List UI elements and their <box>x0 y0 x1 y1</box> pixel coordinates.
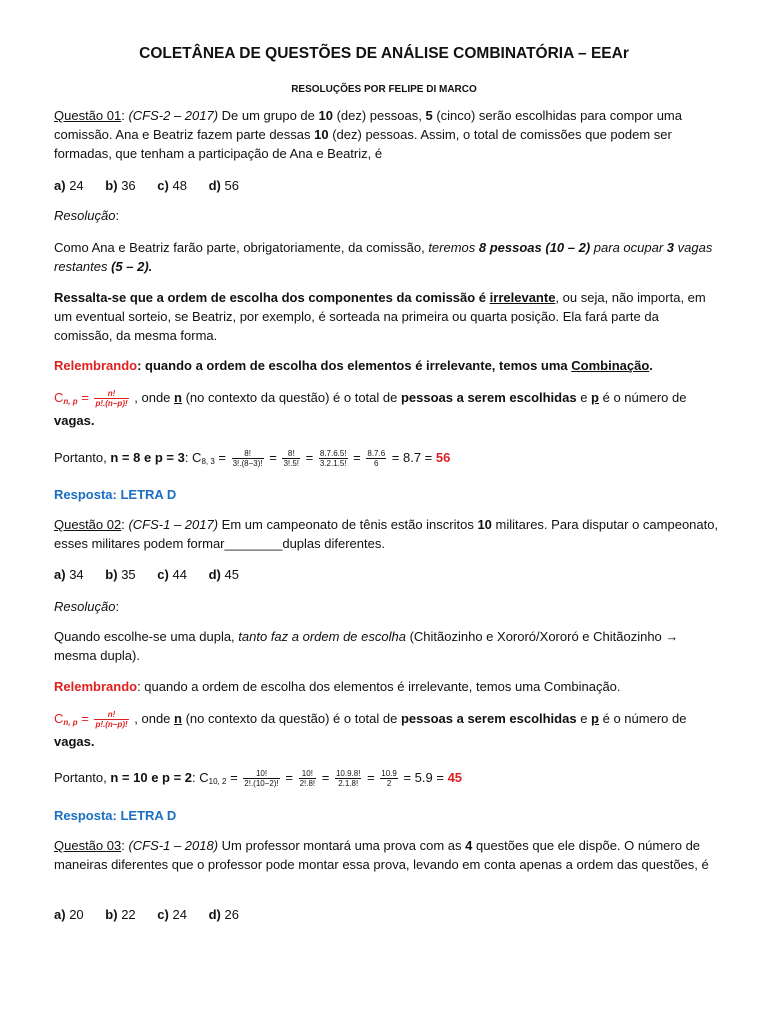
fraction: $\frac{8!}{3!.(8-3)!}$ <box>232 449 263 469</box>
fraction: $\frac{8.7.6}{6}$ <box>367 449 386 469</box>
question-source: (CFS-2 – 2017) <box>128 108 219 123</box>
question-label: Questão 03 <box>54 838 122 853</box>
fraction: $\frac{8!}{3!.5!}$ <box>283 449 300 469</box>
reminder-line: Relembrando: quando a ordem de escolha dos elementos é irrelevante, temos uma Combinação. <box>54 358 653 373</box>
option-a: a) 20 <box>54 907 84 922</box>
page-title: COLETÂNEA DE QUESTÕES DE ANÁLISE COMBINATÓRIA – EEAr <box>139 45 629 62</box>
option-d: d) 26 <box>208 907 239 922</box>
calculation-line: Portanto, n = 8 e p = 3: $C_{8, 3}$ = $\frac{8!}{3!.(8-3)!}$ = $\frac{8!}{3!.5!}$ = $\frac{8.7.6.5!}{3.2.1.5!}$ = $\frac{8.7.6}{6}$ = 8.7 = 56 <box>54 449 451 469</box>
question-label: Questão 01 <box>54 108 122 123</box>
answer-line: Resposta: LETRA D <box>54 487 177 502</box>
reminder-line: Relembrando: quando a ordem de escolha dos elementos é irrelevante, temos uma Combinação. <box>54 679 621 694</box>
fraction: $\frac{10!}{2!.(10-2)!}$ <box>244 769 279 789</box>
formula-fraction: $\frac{n!}{p!.(n-p)!}$ <box>95 389 128 409</box>
question-01: Questão 01: (CFS-2 – 2017) De um grupo de 10 (dez) pessoas, 5 (cinco) serão escolhidas para compor uma comissão. Ana e Beatriz fazem parte dessas 10 (dez) pessoas. Assim, o total de comissões que podem ser formadas, que tenham a participação de Ana e Beatriz, é <box>54 108 682 161</box>
answer-options <box>54 565 720 584</box>
resolution-paragraph: Ressalta-se que a ordem de escolha dos componentes da comissão é irrelevante, ou seja, não importa, em um eventual sorteio, se Beatriz, por exemplo, é sorteada na primeira ou quarta posição. Ela fará parte da comissão, da mesma forma. <box>54 290 706 343</box>
option-a: a) 24 <box>54 178 84 193</box>
option-d: d) 56 <box>208 178 239 193</box>
option-a: a) 34 <box>54 567 84 582</box>
combination-formula: $C_{n, p}$ = $\frac{n!}{p!.(n-p)!}$ , onde n (no contexto da questão) é o total de pessoas a serem escolhidas e p é o número de vagas. <box>54 710 687 749</box>
calculation-line: Portanto, n = 10 e p = 2: $C_{10, 2}$ = $\frac{10!}{2!.(10-2)!}$ = $\frac{10!}{2!.8!}$ = $\frac{10.9.8!}{2.1.8!}$ = $\frac{10.9}{2}$ = 5.9 = 45 <box>54 769 463 789</box>
fraction: $\frac{10!}{2!.8!}$ <box>299 769 316 789</box>
result-value: 56 <box>435 450 451 465</box>
question-02: Questão 02: (CFS-1 – 2017) Em um campeonato de tênis estão inscritos 10 militares. Para disputar o campeonato, esses militares podem formar________duplas diferentes. <box>54 517 719 551</box>
question-source: (CFS-1 – 2018) <box>128 838 219 853</box>
option-b: b) 36 <box>105 178 136 193</box>
question-label: Questão 02 <box>54 517 122 532</box>
option-b: b) 35 <box>105 567 136 582</box>
question-03: Questão 03: (CFS-1 – 2018) Um professor montará uma prova com as 4 questões que ele dispõe. O número de maneiras diferentes que o professor pode montar essa prova, levando em conta apenas a ordem das questões, é <box>54 838 709 872</box>
question-source: (CFS-1 – 2017) <box>128 517 219 532</box>
combination-formula: $C_{n, p}$ = $\frac{n!}{p!.(n-p)!}$ , onde n (no contexto da questão) é o total de pessoas a serem escolhidas e p é o número de vagas. <box>54 389 687 428</box>
option-b: b) 22 <box>105 907 136 922</box>
page-subtitle: RESOLUÇÕES POR FELIPE DI MARCO <box>291 84 477 95</box>
resolution-paragraph: Quando escolhe-se uma dupla, tanto faz a ordem de escolha (Chitãozinho e Xororó/Xororó e Chitãozinho → mesma dupla). <box>54 629 679 663</box>
answer-line: Resposta: LETRA D <box>54 808 177 823</box>
answer-options <box>54 905 720 924</box>
formula-fraction: $\frac{n!}{p!.(n-p)!}$ <box>95 710 128 730</box>
option-d: d) 45 <box>208 567 239 582</box>
result-value: 45 <box>447 770 463 785</box>
option-c: c) 48 <box>157 178 187 193</box>
option-c: c) 44 <box>157 567 187 582</box>
fraction: $\frac{8.7.6.5!}{3.2.1.5!}$ <box>319 449 347 469</box>
option-c: c) 24 <box>157 907 187 922</box>
resolution-paragraph: Como Ana e Beatriz farão parte, obrigatoriamente, da comissão, teremos 8 pessoas (10 – 2) para ocupar 3 vagas restantes (5 – 2). <box>54 240 713 274</box>
resolution-heading: Resolução: <box>54 599 120 614</box>
fraction: $\frac{10.9.8!}{2.1.8!}$ <box>335 769 361 789</box>
fraction: $\frac{10.9}{2}$ <box>381 769 397 789</box>
resolution-heading: Resolução: <box>54 208 120 223</box>
answer-options <box>54 176 720 195</box>
